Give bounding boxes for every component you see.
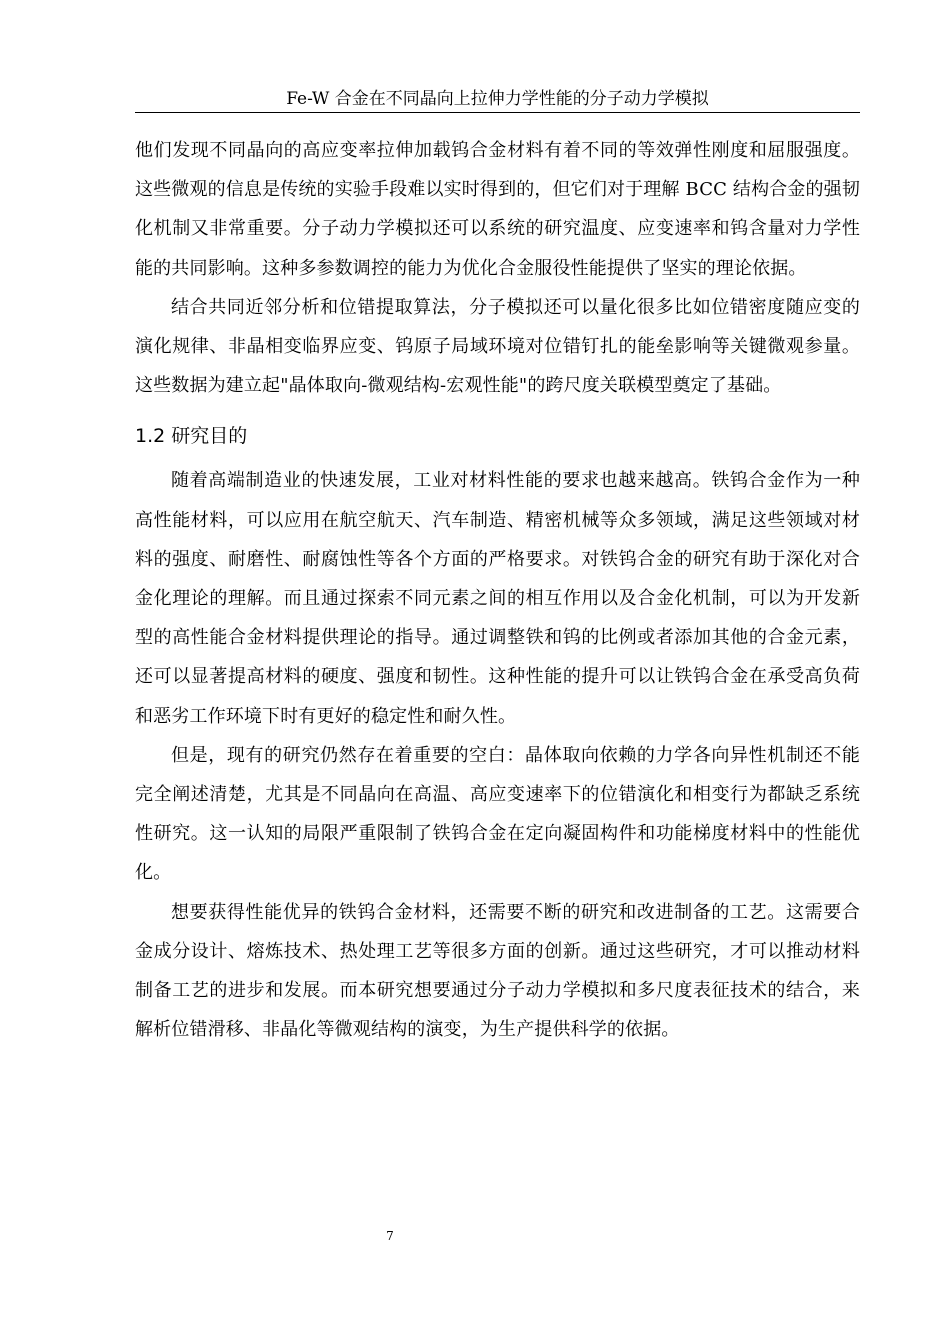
paragraph: 随着高端制造业的快速发展，工业对材料性能的要求也越来越高。铁钨合金作为一种高性能材料，可以应用在航空航天、汽车制造、精密机械等众多领域，满足这些领域对材料的强度、耐磨性、耐腐蚀性等各个方面的严格要求。对铁钨合金的研究有助于深化对合金化理论的理解。而且通过探索不同元素之间的相互作用以及合金化机制，可以为开发新型的高性能合金材料提供理论的指导。通过调整铁和钨的比例或者添加其他的合金元素，还可以显著提高材料的硬度、强度和韧性。这种性能的提升可以让铁钨合金在承受高负荷和恶劣工作环境下时有更好的稳定性和耐久性。 (135, 470, 860, 727)
header-rule (135, 112, 860, 113)
paragraph-continued: 他们发现不同晶向的高应变率拉伸加载钨合金材料有着不同的等效弹性刚度和屈服强度。这些微观的信息是传统的实验手段难以实时得到的，但它们对于理解 BCC 结构合金的强韧化机制又非常重要。分子动力学模拟还可以系统的研究温度、应变速率和钨含量对力学性能的共同影响。这种多参数调控的能力为优化合金服役性能提供了坚实的理论依据。 (135, 140, 860, 279)
body-text (135, 131, 860, 1049)
running-header: Fe-W 合金在不同晶向上拉伸力学性能的分子动力学模拟 (286, 89, 709, 109)
section-heading: 1.2 研究目的 (135, 425, 248, 448)
paragraph: 结合共同近邻分析和位错提取算法，分子模拟还可以量化很多比如位错密度随应变的演化规律、非晶相变临界应变、钨原子局域环境对位错钉扎的能垒影响等关键微观参量。这些数据为建立起"晶体取向-微观结构-宏观性能"的跨尺度关联模型奠定了基础。 (135, 296, 860, 397)
paragraph: 但是，现有的研究仍然存在着重要的空白：晶体取向依赖的力学各向异性机制还不能完全阐述清楚，尤其是不同晶向在高温、高应变速率下的位错演化和相变行为都缺乏系统性研究。这一认知的局限严重限制了铁钨合金在定向凝固构件和功能梯度材料中的性能优化。 (135, 744, 860, 884)
page-number: 7 (386, 1229, 394, 1243)
paragraph: 想要获得性能优异的铁钨合金材料，还需要不断的研究和改进制备的工艺。这需要合金成分设计、熔炼技术、热处理工艺等很多方面的创新。通过这些研究，才可以推动材料制备工艺的进步和发展。而本研究想要通过分子动力学模拟和多尺度表征技术的结合，来解析位错滑移、非晶化等微观结构的演变，为生产提供科学的依据。 (135, 901, 860, 1041)
